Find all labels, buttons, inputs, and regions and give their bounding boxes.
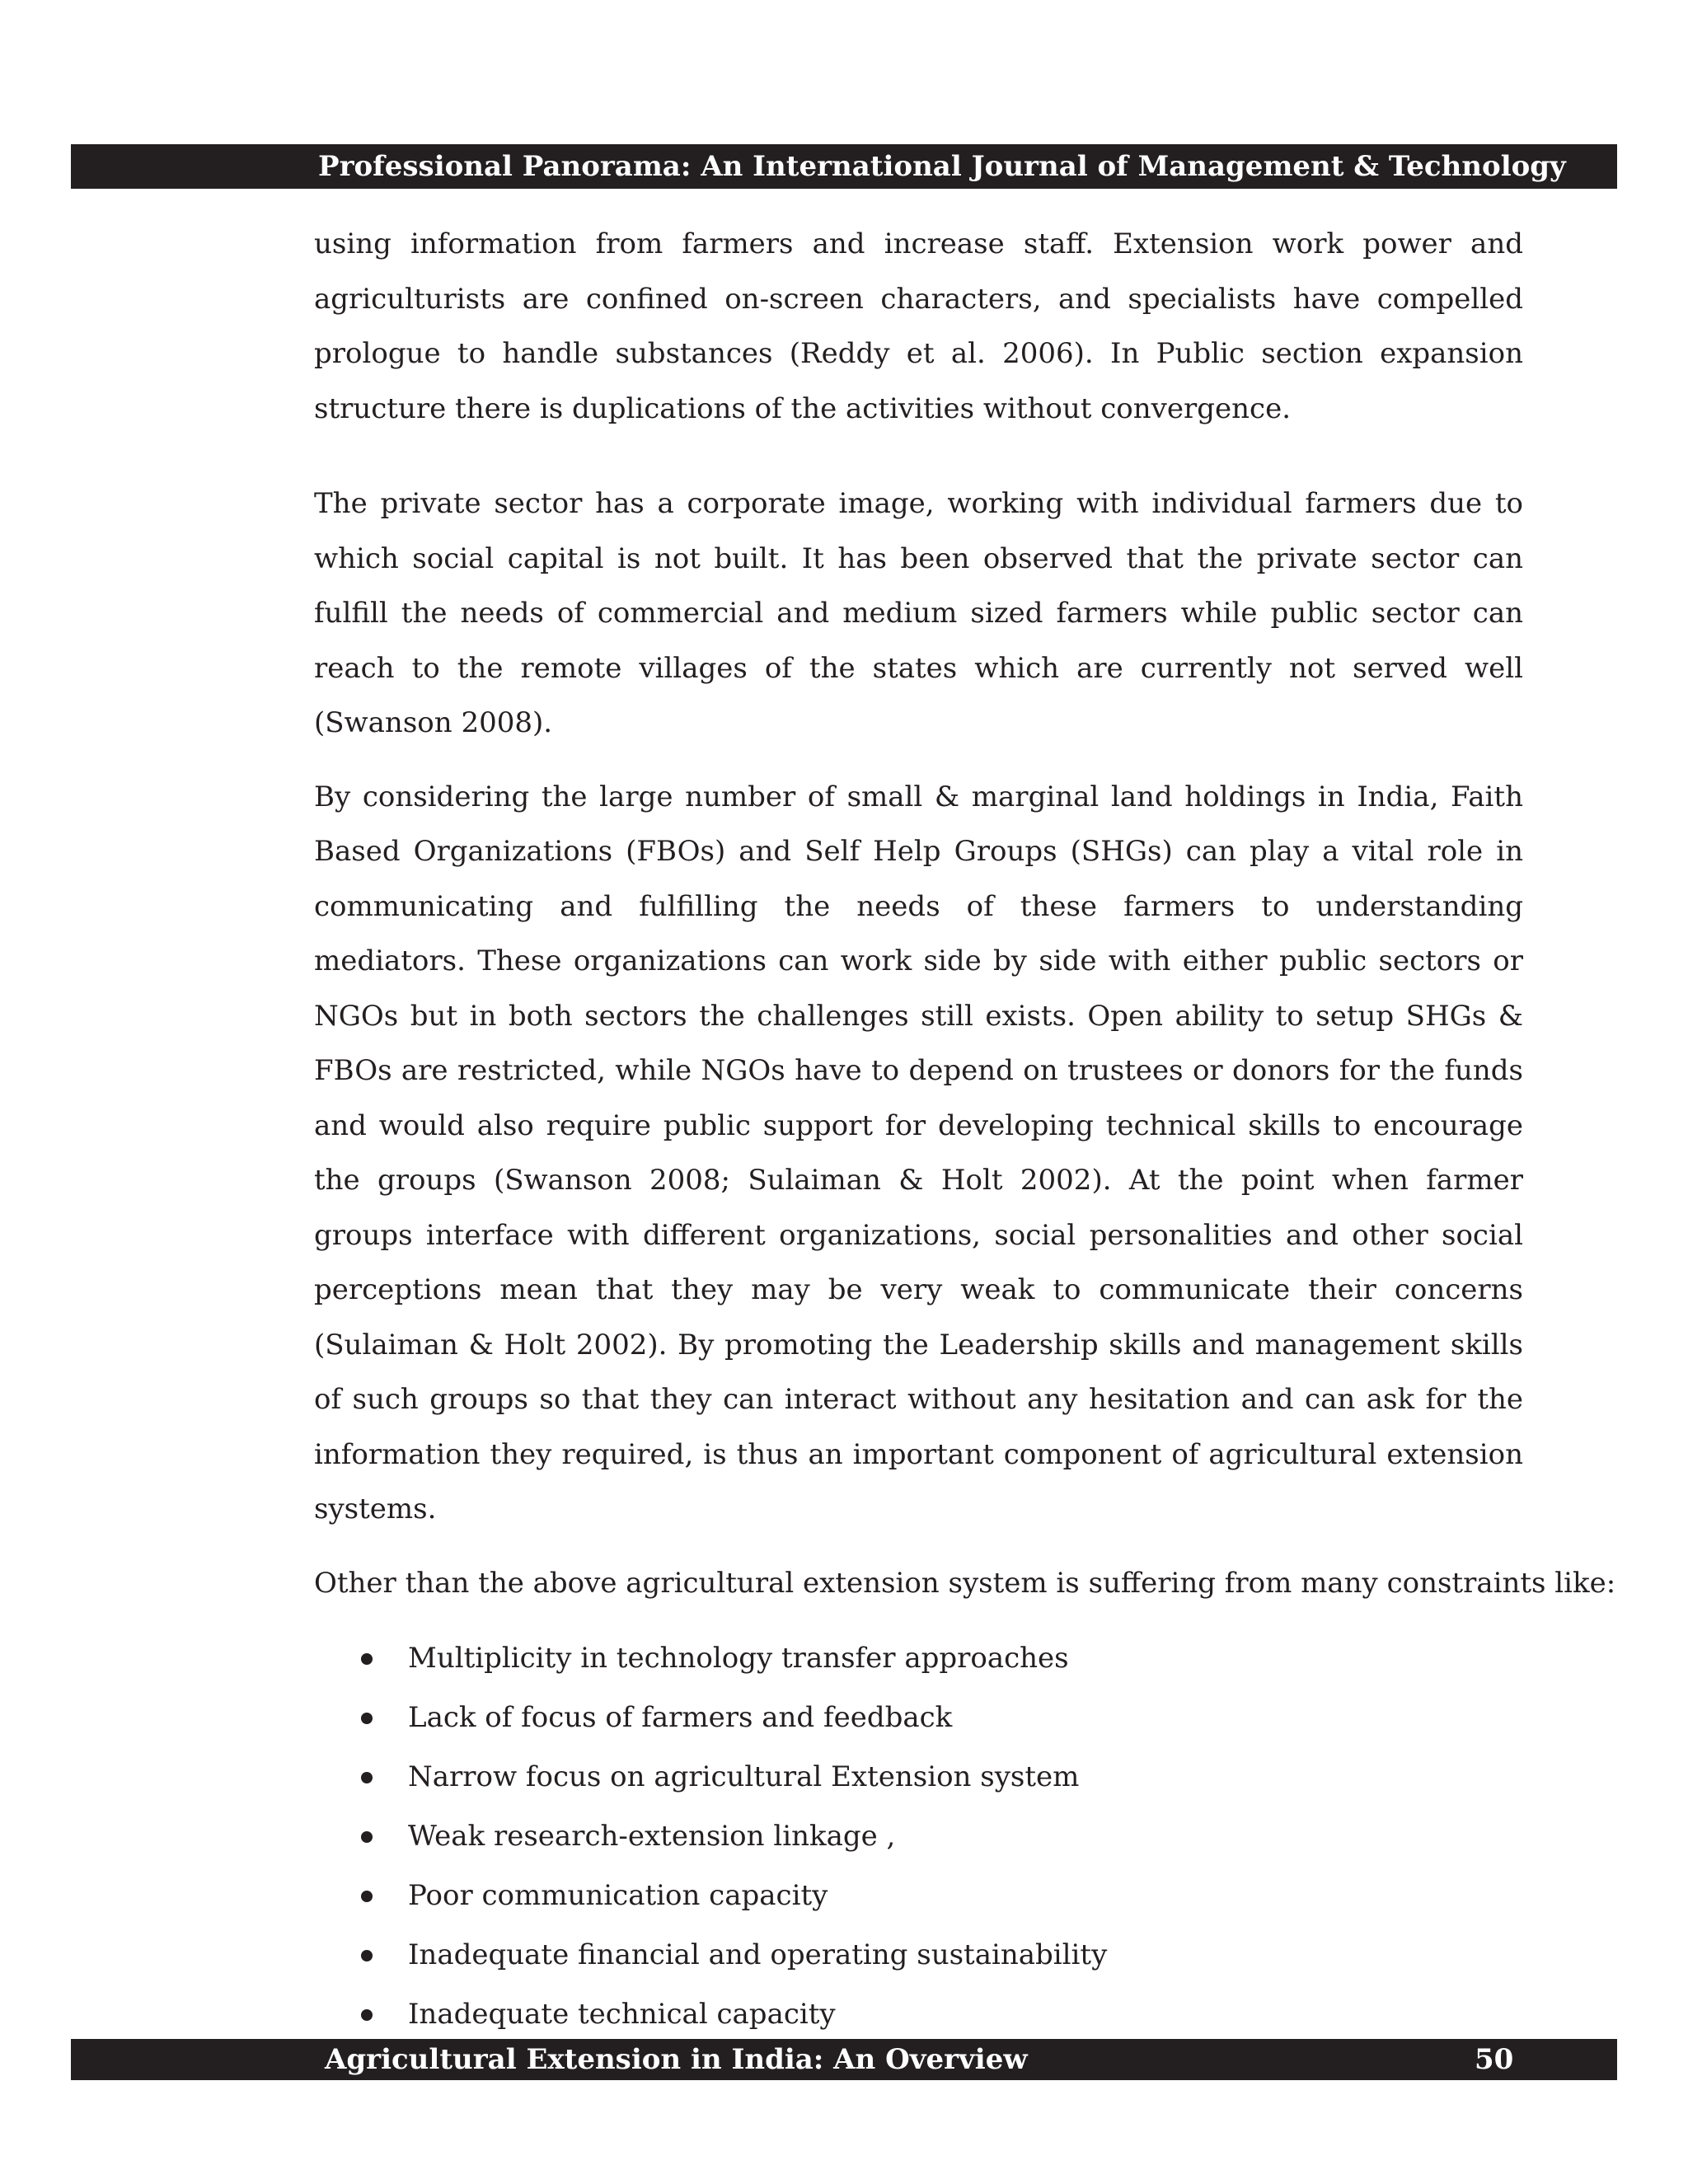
list-item bbox=[314, 1629, 1523, 1688]
list-item bbox=[314, 1747, 1523, 1807]
bullet-icon bbox=[361, 2009, 373, 2021]
bullet-icon bbox=[361, 1713, 373, 1724]
list-item bbox=[314, 1688, 1523, 1747]
article-body bbox=[314, 217, 1616, 2044]
paragraph-4: Other than the above agricultural extension system is suffering from many constraints like: bbox=[314, 1566, 1616, 1600]
bullet-icon bbox=[361, 1772, 373, 1783]
list-item-text: Narrow focus on agricultural Extension system bbox=[408, 1760, 1080, 1793]
list-item-text: Inadequate technical capacity bbox=[408, 1998, 836, 2031]
list-item-text: Poor communication capacity bbox=[408, 1879, 828, 1912]
list-item-text: Inadequate financial and operating sustainability bbox=[408, 1938, 1108, 1971]
bullet-icon bbox=[361, 1950, 373, 1961]
header-bar bbox=[71, 144, 1617, 189]
list-item-text: Weak research-extension linkage , bbox=[408, 1820, 896, 1853]
bullet-icon bbox=[361, 1653, 373, 1665]
list-item bbox=[314, 1807, 1523, 1866]
paragraph-3: By considering the large number of small & marginal land holdings in India, Faith Based Organizations (FBOs) and Self Help Groups (SHGs) can play a vital role in communicating and fulfilling the needs of these farmers to understanding mediators. These organizations can work side by side with either public sectors or NGOs but in both sectors the challenges still exists. Open ability to setup SHGs & FBOs are restricted, while NGOs have to depend on trustees or donors for the funds and would also require public support for developing technical skills to encourage the groups (Swanson 2008; Sulaiman & Holt 2002). At the point when farmer groups interface with different organizations, social personalities and other social perceptions mean that they may be very weak to communicate their concerns (Sulaiman & Holt 2002). By promoting the Leadership skills and management skills of such groups so that they can interact without any hesitation and can ask for the information they required, is thus an important component of agricultural extension systems. bbox=[314, 780, 1523, 1526]
bullet-icon bbox=[361, 1831, 373, 1843]
page-number: 50 bbox=[1475, 2043, 1514, 2076]
article-title: Agricultural Extension in India: An Overview bbox=[325, 2043, 1028, 2076]
bullet-icon bbox=[361, 1891, 373, 1902]
list-item-text: Multiplicity in technology transfer approaches bbox=[408, 1642, 1069, 1675]
list-item bbox=[314, 1925, 1523, 1985]
list-item bbox=[314, 1985, 1523, 2044]
journal-title: Professional Panorama: An International Journal of Management & Technology bbox=[318, 150, 1566, 183]
paragraph-2: The private sector has a corporate image, working with individual farmers due to which social capital is not built. It has been observed that the private sector can fulfill the needs of commercial and medium sized farmers while public sector can reach to the remote villages of the states which are currently not served well (Swanson 2008). bbox=[314, 487, 1523, 739]
list-item-text: Lack of focus of farmers and feedback bbox=[408, 1701, 953, 1734]
constraints-list bbox=[314, 1629, 1523, 2044]
list-item bbox=[314, 1866, 1523, 1925]
paragraph-1: using information from farmers and increase staff. Extension work power and agriculturists are confined on-screen characters, and specialists have compelled prologue to handle substances (Reddy et al. 2006). In Public section expansion structure there is duplications of the activities without convergence. bbox=[314, 227, 1523, 425]
footer-bar bbox=[71, 2039, 1617, 2080]
